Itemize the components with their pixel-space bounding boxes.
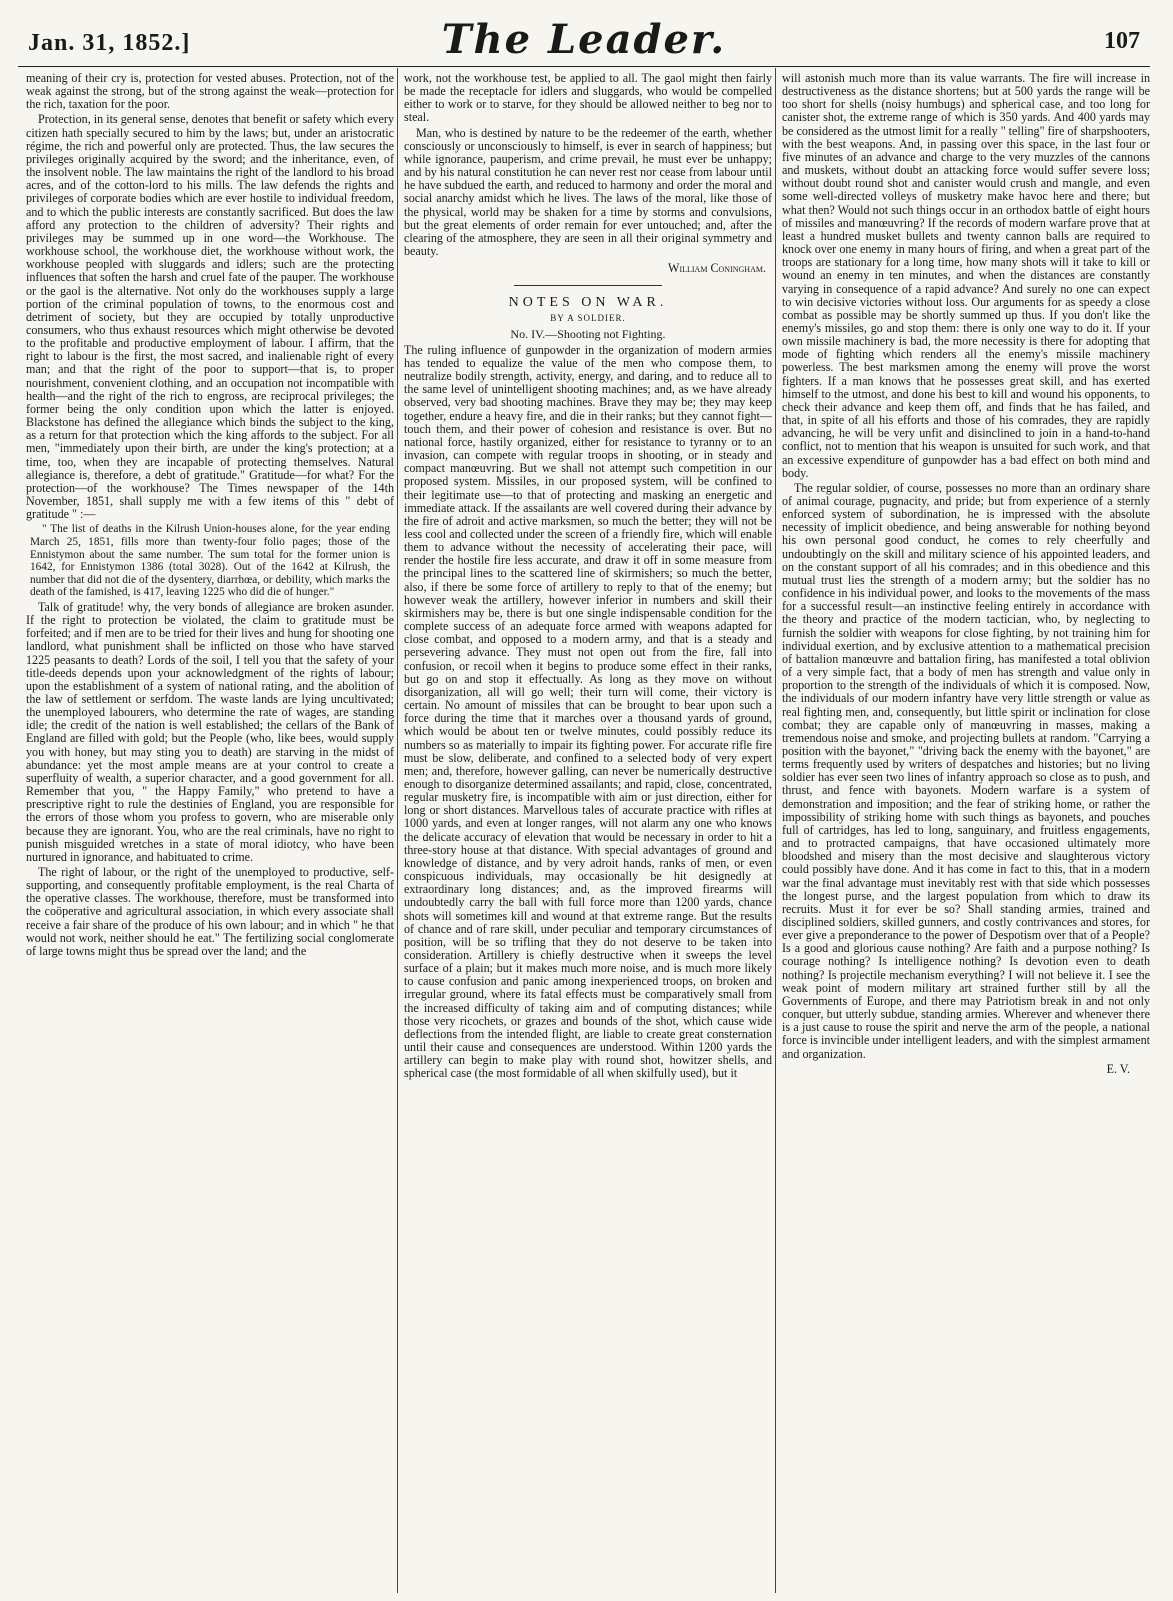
author-initials: E. V. [1106, 1061, 1130, 1076]
paragraph: Talk of gratitude! why, the very bonds of allegiance are broken asunder. If the right to protection be violated, the claim to gratitude must be forfeited; and if men are to be tried for their lives and hung for shooting one landlord, what punishment shall be inflicted on those who have starved 1225 peasants to death? Lords of the soil, I tell you that the safety of your title-deeds depends upon your acknowledgment of the rights of labour; upon the establishment of a system of national rating, and the abolition of the law of settlement or serfdom. The waste lands are lying uncultivated; the unemployed labourers, who determine the rate of wages, are standing idle; the credit of the nation is well established; the cellars of the Bank of England are filled with gold; but the People (who, like bees, would supply you with honey, but may sting you to death) are starving in the midst of abundance: yet the most ample means are at your control to create a superfluity of wealth, a superior character, and a good government for all. Remember that you, " the Happy Family," who pretend to have a prescriptive right to rule the destinies of England, you are responsible for the errors of those whom you profess to govern, who are miserable only because they are ignorant. You, who are the real criminals, have no right to punish misguided wretches in a state of moral idiotcy, who have been nurtured in ignorance, and habituated to crime. [26, 599, 394, 864]
column-2 [404, 72, 772, 1587]
article-subtitle: No. IV.—Shooting not Fighting. [510, 326, 666, 341]
paragraph: The ruling influence of gunpowder in the organization of modern armies has tended to equalize the value of the men who compose them, to neutralize bodily strength, activity, energy, and daring, and to reduce all to the same level of unintelligent shooting machines; and, as we have already observed, very bad shooting machines. Brave they may be; they may keep together, endure a heavy fire, and die in their ranks; but they cannot fight—touch them, and their power of cohesion and resistance is over. But no national force, hastily organized, either for resistance to tyranny or to an invasion, can compete with regular troops in shooting, or in steady and compact manœuvring. But we shall not attempt such competition in our proposed system. Missiles, in our proposed system, will be confined to their legitimate use—to that of protecting and masking an energetic and immediate attack. If the assailants are well covered during their advance by the fire of adroit and active marksmen, so much the better; they will not be less cool and collected under the screen of a friendly fire, which will enable them to advance without the necessity of accelerating their pace, will render the hostile fire less accurate, and draw it off in some measure from the principal lines to the scattered line of skirmishers; so much the better, also, if there be some force of artillery to reply to that of the enemy; but however weak the artillery, however inferior in numbers and skill their skirmishers may be, there is but one single indispensable condition for the complete success of an adequate force armed with weapons adapted for close combat, and opposed to a modern army, and that is a steady and persevering advance. They must not open out from the fire, fall into confusion, or recoil when it begins to produce some effect in their ranks, but go on and stop it effectually. As long as they move on without disorganization, all will go well; their turn will come, their victory is certain. No amount of missiles that can be brought to bear upon such a force during the time that it marches over a thousand yards of ground, which would be about ten or twelve minutes, could possibly reduce its numbers so as materially to impair its fighting power. For accurate rifle fire must be slow, deliberate, and confined to a selected body of very expert men; and, therefore, however galling, can never be numerically destructive enough to disorganize determined assailants; and rapid, close, concentrated, regular musketry fire, is incompatible with aim or just direction, either for long or short distances. Marvellous tales of accurate practice with rifles at 1000 yards, and even at longer ranges, will not alarm any one who knows the delicate accuracy of elevation that would be necessary in order to hit a three-story house at that distance. With special advantages of ground and knowledge of distance, and by very adroit hands, ranks of men, or even conspicuous individuals, may occasionally be hit designedly at extraordinary long distances; and, as the improved firearms will undoubtedly carry the ball with full force more than 1200 yards, chance shots will sometimes kill and wound at that extreme range. But the results of chance and of rare skill, under peculiar and temporary circumstances of position, will be so trifling that they do not deserve to be taken into consideration. Artillery is chiefly destructive when it sweeps the level surface of a plain; but it makes much more noise, and is much more likely to cause confusion and panic among inexperienced troops, on broken and irregular ground, where its fatal effects must be comparatively small from the increased difficulty of taking aim and of computing distances; while those very ricochets, or grazes and bounds of the shot, which cause wide deflections from the intended flight, are liable to create great consternation until their cause and consequences are understood. Within 1200 yards the artillery can begin to make play with round shot, howitzer shells, and spherical case (the most formidable of all when skilfully used), but it [404, 342, 772, 1081]
issue-date: Jan. 31, 1852.] [28, 30, 191, 56]
column-3 [782, 72, 1150, 1587]
block-quote: " The list of deaths in the Kilrush Union-houses alone, for the year ending March 25, 1851, fills more than twenty-four folio pages; those of the Ennistymon about the same number. The sum total for the former union is 1642, for Ennistymon 1386 (total 3028). Out of the 1642 at Kilrush, the number that did not die of the dysentery, diarrhœa, or debility, which marks the death of the famished, is 417, leaving 1225 who did die of hunger." [30, 523, 390, 599]
paragraph: The right of labour, or the right of the unemployed to productive, self-supporting, and consequently profitable employment, is the real Charta of the operative classes. The workhouse, therefore, must be transformed into the coöperative and agricultural association, in which every associate shall receive a fair share of the produce of his own labour; and in which " he that would not work, neither should he eat." The fertilizing social conglomerate of large towns might thus be spread over the land; and the [26, 865, 394, 958]
paragraph: Man, who is destined by nature to be the redeemer of the earth, whether consciously or unconsciously to himself, is ever in search of happiness; but while ignorance, pauperism, and crime prevail, he must ever be unhappy; and by his natural constitution he can never rest nor cease from labour until he have subdued the earth, and reduced to harmony and order the moral and social anarchy amidst which he lives. The laws of the moral, like those of the physical, world may be shaken for a time by storms and convulsions, but the great elements of order remain for ever untouched; and, after the clearing of the atmosphere, they are seen in all their original symmetry and beauty. [404, 125, 772, 259]
column-divider [397, 68, 398, 1593]
paragraph: meaning of their cry is, protection for vested abuses. Protection, not of the weak against the strong, but of the strong against the weak—protection for the rich, taxation for the poor. [26, 72, 394, 112]
paragraph: The regular soldier, of course, possesses no more than an ordinary share of animal courage, pugnacity, and pride; but from experience of a sternly enforced system of subordination, he is impressed with the absolute necessity of implicit obedience, and being answerable for nothing beyond his own personal good conduct, he comes to rely cheerfully and undoubtingly on the skill and military science of his appointed leaders, and on the constant support of all his comrades; and in this obedience and this mutual trust lies the strength of a modern army; but the soldier has no confidence in his individual power, and looks to the movements of the mass for a successful result—an instinctive feeling entirely in accordance with the theory and practice of the modern tactician, who, by neglecting to furnish the soldier with weapons for close fighting, by not training him for individual exertion, and by exclusive attention to a mathematical precision of battalion manœuvre and battalion firing, has manifested a total oblivion of a very simple fact, that a body of men has strength and value only in proportion to the strength of the individuals of which it is composed. Now, the individuals of our modern infantry have very little strength or value as real fighting men, and, consequently, but little spirit or inclination for close combat; they are capable only of manœuvring in masses, making a tremendous noise and smoke, and projecting bullets at random. "Carrying a position with the bayonet," "driving back the enemy with the bayonet," are terms frequently used by writers of despatches and histories; but no living soldier has ever seen two lines of infantry approach so close as to push, and thrust, and fence with bayonets. Modern warfare is a system of demonstration and imposition; and the fear of striking home, or rather the impossibility of striking home with such things as bayonets, and pouches full of cartridges, has led to long, sanguinary, and fruitless engagements, and to protracted campaigns, that have occasioned ultimately more bloodshed and misery than the most decisive and slaughterous victory could possibly have done. And it has come in fact to this, that in a modern war the final advantage must inevitably rest with that side which possesses the longest purse, and the largest population from which to draw its recruits. Must it for ever be so? Shall standing armies, trained and disciplined soldiers, skilled gunners, and costly contrivances and stores, for ever give a preponderance to the power of Despotism over that of a People? Is a good and glorious cause nothing? Are faith and a purpose nothing? Is courage nothing? Is intelligence nothing? Is devotion even to death nothing? Is projectile mechanism everything? I will not believe it. I see the weak point of modern military art strained further still by all the Governments of Europe, and there may Patriotism break in and not only conquer, but utterly subdue, standing armies. Wherever and whenever there is a just cause to rouse the spirit and nerve the arm of the people, a national force is invincible under intelligent leaders, and with the simplest armament and organization. [782, 480, 1150, 1061]
column-1 [26, 72, 394, 1587]
article-byline: BY A SOLDIER. [550, 312, 626, 323]
masthead-title: The Leader. [441, 16, 727, 63]
paragraph: will astonish much more than its value warrants. The fire will increase in destructiveness as the distance shortens; but at 500 yards the range will be too short for shells (noisy humbugs) and spherical case, and too long for canister shot, the extreme range of which is 350 yards. And 400 yards may be considered as the utmost limit for a really " telling" fire of sharpshooters, with the best weapons. And, in passing over this space, in the last four or five minutes of an advance and charge to the very muzzles of the cannons and muskets, without doubt an attacking force would suffer severe loss; without doubt round shot and canister would crush and mangle, and even some well-directed volleys of musketry make havoc here and there; but what then? Would not such things occur in an orthodox battle of eight hours of missiles and manœuvring? If the records of modern warfare prove that at least a hundred musket bullets and twenty cannon balls are required to knock over one enemy in many hours of firing, and when a great part of the troops are stationary for a long time, how many shots will it take to kill or wound an enemy in ten minutes, and when the distances are constantly varying in consequence of a rapid advance? And surely no one can expect to win decisive victories without loss. Our arguments for as speedy a close combat as possible may be shortly summed up thus. If you don't like the enemy's missiles, go and stop them: there is only one way to do it. If your own missile machinery is bad, the more necessity is there for adopting that mode of fighting which renders all the enemy's missile machinery powerless. The best marksmen among the enemy will prove the worst fighters. If a man knows that he possesses great skill, and has exerted himself to the utmost, and done his best to kill and wound his opponents, to check their advance and keep them off, and finds that he has failed, and that, in spite of all his efforts and those of his comrades, they are rapidly advancing, he will be very unfit and disinclined to join in a hand-to-hand conflict, not to mention that his weapon is unsuited for such work, and that an excessive expenditure of gunpowder has a bad effect on both mind and body. [782, 72, 1150, 480]
page-number: 107 [1104, 28, 1140, 54]
column-divider [775, 68, 776, 1593]
paragraph: Protection, in its general sense, denotes that benefit or safety which every citizen hath specially secured to him by the laws; but, under an aristocratic régime, the rich and powerful only are protected. Thus, the law secures the privileges originally acquired by the sword; and the inheritance, even, of the insolvent noble. The law maintains the right of the landlord to his broad acres, and of the cotton-lord to his mills. The law defends the rights and privileges of corporate bodies which are ever hostile to individual freedom, and to which the public interests are constantly sacrificed. But does the law afford any protection to the children of adversity? Their rights and privileges may be summed up in one word—the Workhouse. The workhouse school, the workhouse diet, the workhouse without work, the workhouse peopled with sluggards and idlers; such are the protecting influences that soften the harsh and cruel fate of the pauper. The workhouse or the gaol is the alternative. Not only do the workhouses supply a large portion of the criminal population of towns, to the enormous cost and detriment of society, but they are occupied by totally unproductive consumers, who thus exhaust resources which might otherwise be devoted to the profitable and productive employment of labour. I affirm, that the right to labour is the first, the most sacred, and inalienable right of every man; and that the right of the poor to support—that is, to proper nourishment, convenient clothing, and an occupation not incompatible with health—and the right of the rich to engross, are reciprocal privileges; the former being the only condition upon which the latter is enjoyed. Blackstone has defined the allegiance which binds the subject to the king, as a return for that protection which the king affords to the subject. For all men, "immediately upon their birth, are under the king's protection; at a time, too, when they are incapable of protecting themselves. Natural allegiance is, therefore, a debt of gratitude." Gratitude—for what? For the protection—of the workhouse? The Times newspaper of the 14th November, 1851, shall supply me with a few items of this " debt of gratitude " :— [26, 112, 394, 522]
author-signature: William Coningham. [668, 261, 766, 276]
paragraph: work, not the workhouse test, be applied to all. The gaol might then fairly be made the receptacle for idlers and sluggards, who would be compelled either to work or to starve, for they should be allowed neither to beg nor to steal. [404, 72, 772, 125]
article-title: NOTES ON WAR. [508, 295, 668, 311]
section-divider [514, 285, 662, 286]
page-header [18, 14, 1150, 67]
